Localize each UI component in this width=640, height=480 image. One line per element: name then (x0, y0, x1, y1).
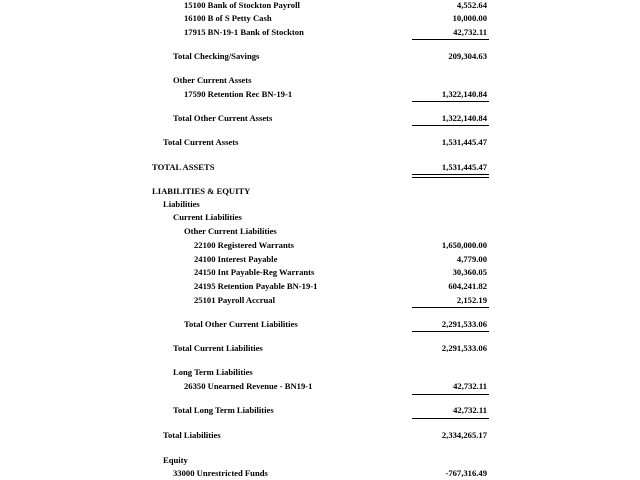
total-row (0, 112, 640, 124)
account-label: 22100 Registered Warrants (194, 240, 294, 250)
account-row (0, 266, 640, 278)
grand-total-amount: 1,531,445.47 (441, 162, 487, 172)
grand-total-row (0, 161, 640, 173)
section-label: Liabilities (163, 199, 200, 209)
account-row (0, 380, 640, 392)
account-row (0, 88, 640, 100)
account-amount: 10,000.00 (452, 13, 487, 23)
double-rule-bottom (412, 177, 489, 178)
account-amount: 42,732.11 (453, 27, 487, 37)
account-row (0, 0, 640, 11)
total-amount: 2,291,533.06 (441, 319, 487, 329)
section-label: Other Current Assets (173, 75, 252, 85)
account-amount: 1,650,000.00 (441, 240, 487, 250)
section-heading (0, 211, 640, 223)
subtotal-rule (412, 39, 489, 40)
account-row (0, 26, 640, 38)
section-heading (0, 225, 640, 237)
account-label: 17915 BN-19-1 Bank of Stockton (184, 27, 304, 37)
section-label: LIABILITIES & EQUITY (152, 186, 251, 196)
account-amount: 1,322,140.84 (441, 89, 487, 99)
total-amount: 1,322,140.84 (441, 113, 487, 123)
section-label: Current Liabilities (173, 212, 242, 222)
account-label: 26350 Unearned Revenue - BN19-1 (184, 381, 313, 391)
section-heading (0, 366, 640, 378)
account-label: 24100 Interest Payable (194, 254, 278, 264)
total-row (0, 429, 640, 441)
section-label: Long Term Liabilities (173, 367, 253, 377)
total-row (0, 50, 640, 62)
account-amount: 30,360.05 (452, 267, 487, 277)
total-amount: 209,304.63 (448, 51, 487, 61)
total-label: Total Current Assets (163, 137, 239, 147)
total-row (0, 404, 640, 416)
total-amount: 1,531,445.47 (441, 137, 487, 147)
total-label: Total Checking/Savings (173, 51, 260, 61)
subtotal-rule (412, 125, 489, 126)
account-amount: 2,152.19 (456, 295, 487, 305)
account-label: 15100 Bank of Stockton Payroll (184, 0, 300, 10)
double-rule-top (412, 174, 489, 175)
account-amount: 4,779.00 (456, 254, 487, 264)
total-label: Total Current Liabilities (173, 343, 263, 353)
account-amount: 4,552.64 (456, 0, 487, 10)
section-label: Equity (163, 455, 188, 465)
total-label: Total Long Term Liabilities (173, 405, 274, 415)
total-amount: 42,732.11 (453, 405, 487, 415)
account-row (0, 239, 640, 251)
subtotal-rule (412, 307, 489, 308)
section-label: Other Current Liabilities (184, 226, 277, 236)
account-label: 24150 Int Payable-Reg Warrants (194, 267, 315, 277)
subtotal-rule (412, 394, 489, 395)
section-heading (0, 198, 640, 210)
account-row (0, 294, 640, 306)
account-row (0, 12, 640, 24)
subtotal-rule (412, 101, 489, 102)
account-label: 17590 Retention Rec BN-19-1 (184, 89, 293, 99)
grand-total-label: TOTAL ASSETS (152, 162, 215, 172)
account-row (0, 253, 640, 265)
account-label: 25101 Payroll Accrual (194, 295, 275, 305)
total-label: Total Liabilities (163, 430, 221, 440)
account-label: 16100 B of S Petty Cash (184, 13, 272, 23)
total-label: Total Other Current Assets (173, 113, 273, 123)
account-row (0, 280, 640, 292)
total-label: Total Other Current Liabilities (184, 319, 298, 329)
section-heading (0, 74, 640, 86)
account-row (0, 467, 640, 479)
subtotal-rule (412, 331, 489, 332)
section-heading (0, 185, 640, 197)
account-amount: 604,241.82 (448, 281, 487, 291)
total-row (0, 342, 640, 354)
account-amount: 42,732.11 (453, 381, 487, 391)
account-label: 33000 Unrestricted Funds (173, 468, 268, 478)
total-row (0, 136, 640, 148)
account-amount: -767,316.49 (445, 468, 487, 478)
total-row (0, 318, 640, 330)
account-label: 24195 Retention Payable BN-19-1 (194, 281, 318, 291)
total-amount: 2,334,265.17 (441, 430, 487, 440)
total-amount: 2,291,533.06 (441, 343, 487, 353)
section-heading (0, 454, 640, 466)
subtotal-rule (412, 418, 489, 419)
